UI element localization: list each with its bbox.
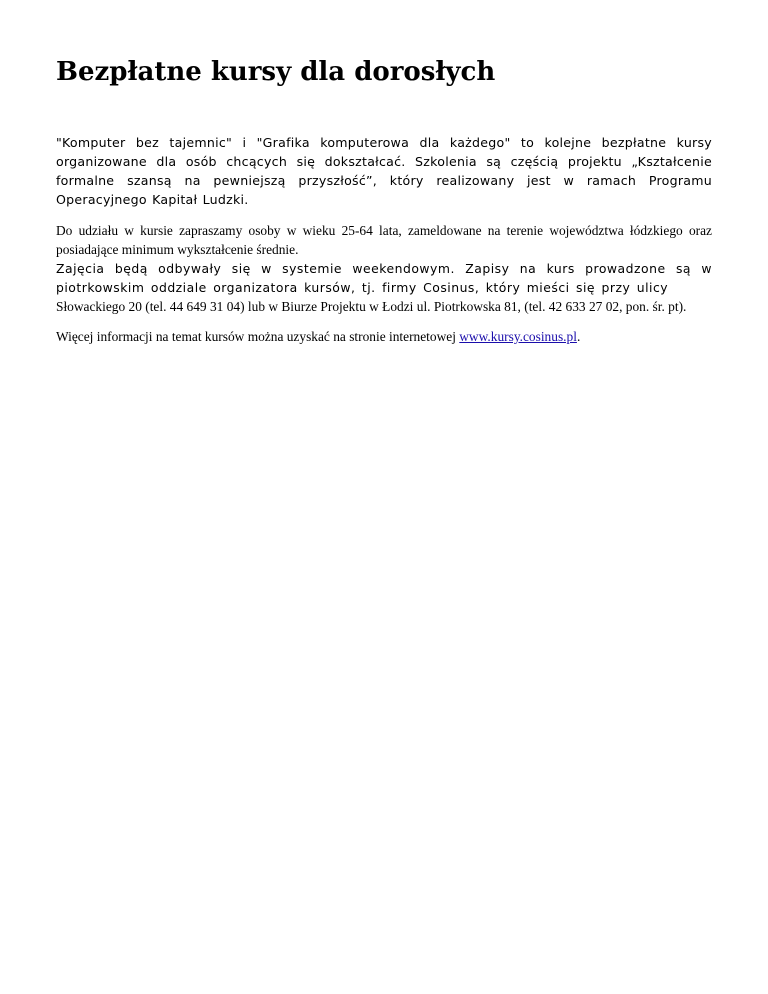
more-info-text: Więcej informacji na temat kursów można uzyskać na stronie internetowej xyxy=(56,329,460,344)
more-info-period: . xyxy=(576,329,581,344)
page-title: Bezpłatne kursy dla dorosłych xyxy=(56,57,496,87)
paragraph-more-info xyxy=(56,327,712,346)
document-body xyxy=(56,133,712,346)
paragraph-intro: "Komputer bez tajemnic" i "Grafika komputerowa dla każdego" to kolejne bezpłatne kursy organizowane dla osób chcących się dokształcać. Szkolenia są częścią projektu „Kształcenie formalne szansą na pewniejszą przyszłość”, który realizowany jest w ramach Programu Operacyjnego Kapitał Ludzki. xyxy=(56,135,712,207)
paragraph-eligibility: Do udziału w kursie zapraszamy osoby w wieku 25-64 lata, zameldowane na terenie województwa łódzkiego oraz posiadające minimum wykształcenie średnie. xyxy=(56,223,712,257)
website-link[interactable]: www.kursy.cosinus.pl xyxy=(459,329,577,344)
paragraph-contact: Słowackiego 20 (tel. 44 649 31 04) lub w Biurze Projektu w Łodzi ul. Piotrkowska 81, (tel. 42 633 27 02, pon. śr. pt). xyxy=(56,299,687,314)
paragraph-schedule: Zajęcia będą odbywały się w systemie weekendowym. Zapisy na kurs prowadzone są w piotrkowskim oddziale organizatora kursów, tj. firmy Cosinus, który mieści się przy ulicy xyxy=(56,261,712,295)
